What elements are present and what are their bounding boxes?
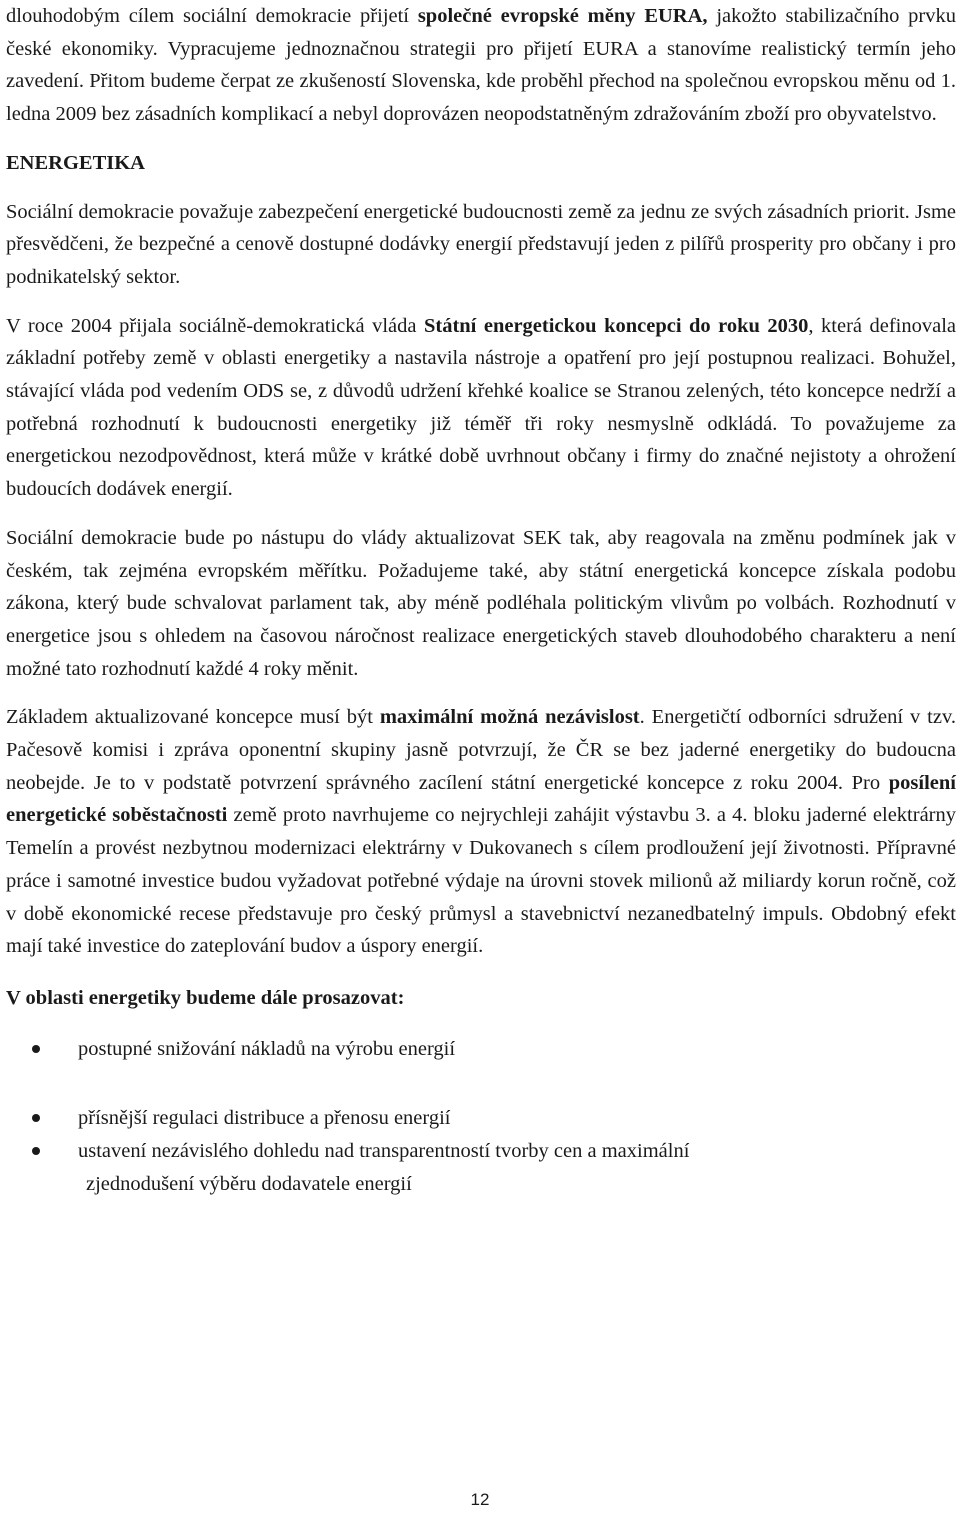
self-sufficiency-emphasis: posílení energetické soběstačnosti: [6, 771, 956, 827]
document-page: [6, 0, 956, 1201]
euro-emphasis: společné evropské měny EURA,: [417, 5, 708, 27]
independence-paragraph: Základem aktualizované koncepce musí být maximální možná nezávislost. Energetičtí odborníci sdružení v tzv. Pačesově komisi i zpráva oponentní skupiny jasně potvrzují, že ČR se bez jaderné energetiky do budoucna neobejde. Je to v podstatě potvrzení správného zacílení státní energetické koncepce z roku 2004. Pro posílení energetické soběstačnosti země proto navrhujeme co nejrychleji zahájit výstavbu 3. a 4. bloku jaderné elektrárny Temelín a provést nezbytnou modernizaci elektrárny v Dukovanech s cílem prodloužení její životnosti. Přípravné práce i samotné investice budou vyžadovat potřebné výdaje na úrovni stovek milionů až miliardy korun ročně, což v době ekonomické recese představuje pro český průmysl a stavebnictví nezanedbatelný impuls. Obdobný efekt mají také investice do zateplování budov a úspory energií.: [6, 706, 956, 958]
sek-update-paragraph: Sociální demokracie bude po nástupu do vlády aktualizovat SEK tak, aby reagovala na změnu podmínek jak v českém, tak zejména evropském měřítku. Požadujeme také, aby státní energetická koncepce získala podobu zákona, který bude schvalovat parlament tak, aby méně podléhala politickým vlivům po volbách. Rozhodnutí v energetice jsou s ohledem na časovou náročnost realizace energetických staveb dlouhodobého charakteru a není možné tato rozhodnutí každé 4 roky měnit.: [6, 526, 956, 680]
section-heading-energetika: ENERGETIKA: [6, 151, 145, 174]
energy-concept-2004-paragraph: V roce 2004 přijala sociálně-demokratická vláda Státní energetickou koncepci do roku 2030, která definovala základní potřeby země v oblasti energetiky a nastavila nástroje a opatření pro její postupnou realizaci. Bohužel, stávající vláda pod vedením ODS se, z důvodů udržení křehké koalice se Stranou zelených, této koncepce nedrží a potřebná rozhodnutí k budoucnosti energetiky již téměř tři roky nesmyslně odkládá. To považujeme za energetickou nezodpovědnost, která může v krátké době uvrhnout občany i firmy do značné nejistoty a ohrožení budoucích dodávek energií.: [6, 314, 957, 501]
energy-priorities-list: [6, 1033, 956, 1201]
bullet-icon: [32, 1045, 40, 1053]
list-item: ustavení nezávislého dohledu nad transparentností tvorby cen a maximální zjednodušení výběru dodavatele energií: [6, 1135, 956, 1200]
page-number: 12: [470, 1490, 490, 1509]
list-item: přísnější regulaci distribuce a přenosu energií: [6, 1102, 956, 1135]
euro-paragraph: dlouhodobým cílem sociální demokracie přijetí společné evropské měny EURA, jakožto stabilizačního prvku české ekonomiky. Vypracujeme jednoznačnou strategii pro přijetí EURA a stanovíme realistický termín jeho zavedení. Přitom budeme čerpat ze zkušeností Slovenska, kde proběhl přechod na společnou evropskou měnu od 1. ledna 2009 bez zásadních komplikací a nebyl doprovázen neopodstatněným zdražováním zboží pro obyvatelstvo.: [6, 5, 956, 126]
list-heading: V oblasti energetiky budeme dále prosazovat:: [6, 986, 405, 1009]
list-item: postupné snižování nákladů na výrobu energií: [6, 1033, 956, 1066]
independence-emphasis: maximální možná nezávislost: [379, 706, 640, 729]
bullet-icon: [32, 1147, 40, 1155]
bullet-icon: [32, 1114, 40, 1122]
concept-emphasis: Státní energetickou koncepci do roku 2030: [423, 314, 809, 337]
energy-priority-paragraph: Sociální demokracie považuje zabezpečení energetické budoucnosti země za jednu ze svých zásadních priorit. Jsme přesvědčeni, že bezpečné a cenově dostupné dodávky energií představují jeden z pilířů prosperity pro občany i pro podnikatelský sektor.: [6, 200, 956, 288]
